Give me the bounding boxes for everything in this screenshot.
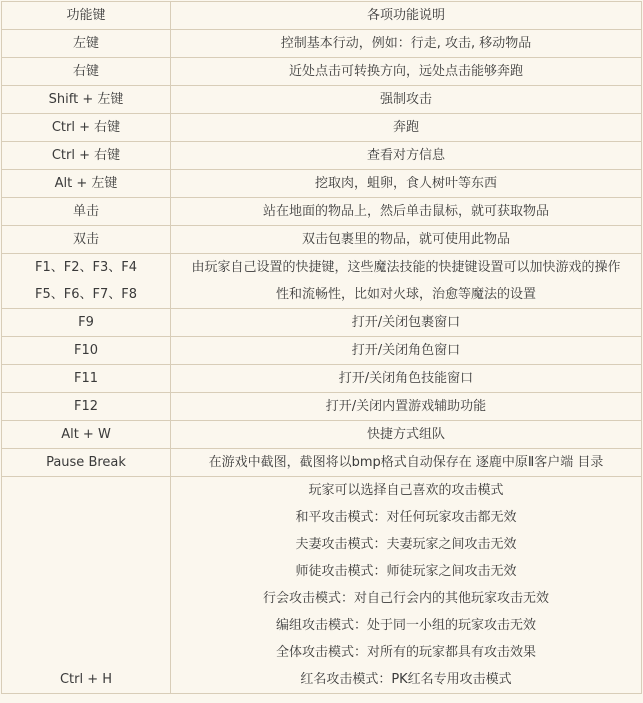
desc-cell-attack <box>171 477 642 694</box>
desc-cell: 打开/关闭包裹窗口 <box>171 309 642 337</box>
table-row <box>2 309 642 337</box>
header-key: 功能键 <box>2 2 171 30</box>
attack-line: 行会攻击模式：对自己行会内的其他玩家攻击无效 <box>262 591 549 606</box>
desc-cell: 近处点击可转换方向，远处点击能够奔跑 <box>171 58 642 86</box>
attack-line: 夫妻攻击模式：夫妻玩家之间攻击无效 <box>295 537 517 552</box>
attack-line: 全体攻击模式：对所有的玩家都具有攻击效果 <box>275 645 536 660</box>
key-cell: F11 <box>2 365 171 393</box>
table-row <box>2 170 642 198</box>
key-cell: Pause Break <box>2 449 171 477</box>
key-cell-fkeys <box>2 254 171 309</box>
table-row <box>2 449 642 477</box>
key-cell: 单击 <box>2 198 171 226</box>
key-cell: 左键 <box>2 30 171 58</box>
table-row <box>2 58 642 86</box>
header-desc: 各项功能说明 <box>171 2 642 30</box>
desc-cell: 强制攻击 <box>171 86 642 114</box>
key-cell: F9 <box>2 309 171 337</box>
key-cell: F10 <box>2 337 171 365</box>
desc-cell: 在游戏中截图，截图将以bmp格式自动保存在 逐鹿中原Ⅱ客户端 目录 <box>171 449 642 477</box>
table-row-attack-modes <box>2 477 642 694</box>
table-row <box>2 365 642 393</box>
key-cell-attack: Ctrl + H <box>2 477 171 694</box>
desc-cell: 打开/关闭角色技能窗口 <box>171 365 642 393</box>
desc-cell: 双击包裹里的物品，就可使用此物品 <box>171 226 642 254</box>
attack-line: 红名攻击模式：PK红名专用攻击模式 <box>300 672 512 687</box>
attack-line: 师徒攻击模式：师徒玩家之间攻击无效 <box>295 564 517 579</box>
table-row <box>2 226 642 254</box>
fkeys-line-2: F5、F6、F7、F8 <box>35 287 137 302</box>
key-cell: 右键 <box>2 58 171 86</box>
desc-cell-fkeys <box>171 254 642 309</box>
desc-cell: 查看对方信息 <box>171 142 642 170</box>
key-cell: Ctrl + 右键 <box>2 114 171 142</box>
key-cell: 双击 <box>2 226 171 254</box>
attack-line: 玩家可以选择自己喜欢的攻击模式 <box>308 483 504 498</box>
desc-cell: 控制基本行动，例如：行走, 攻击, 移动物品 <box>171 30 642 58</box>
key-cell: Alt + 左键 <box>2 170 171 198</box>
key-cell: Ctrl + 右键 <box>2 142 171 170</box>
fkeys-desc-line-2: 性和流畅性，比如对火球，治愈等魔法的设置 <box>275 287 536 302</box>
key-cell: Alt + W <box>2 421 171 449</box>
table-row <box>2 30 642 58</box>
key-cell: Shift + 左键 <box>2 86 171 114</box>
table-header-row <box>2 2 642 30</box>
attack-line: 编组攻击模式：处于同一小组的玩家攻击无效 <box>275 618 536 633</box>
table-row <box>2 337 642 365</box>
fkeys-line-1: F1、F2、F3、F4 <box>35 260 137 275</box>
table-row <box>2 114 642 142</box>
hotkey-table <box>1 1 642 694</box>
key-cell: F12 <box>2 393 171 421</box>
desc-cell: 站在地面的物品上，然后单击鼠标，就可获取物品 <box>171 198 642 226</box>
fkeys-desc-line-1: 由玩家自己设置的快捷键，这些魔法技能的快捷键设置可以加快游戏的操作 <box>191 260 621 275</box>
table-row <box>2 421 642 449</box>
desc-cell: 打开/关闭内置游戏辅助功能 <box>171 393 642 421</box>
desc-cell: 奔跑 <box>171 114 642 142</box>
desc-cell: 快捷方式组队 <box>171 421 642 449</box>
table-row <box>2 393 642 421</box>
table-row <box>2 198 642 226</box>
table-row-fkeys <box>2 254 642 309</box>
table-row <box>2 86 642 114</box>
table-row <box>2 142 642 170</box>
attack-line: 和平攻击模式：对任何玩家攻击都无效 <box>295 510 517 525</box>
desc-cell: 打开/关闭角色窗口 <box>171 337 642 365</box>
desc-cell: 挖取肉，蛆卵，食人树叶等东西 <box>171 170 642 198</box>
